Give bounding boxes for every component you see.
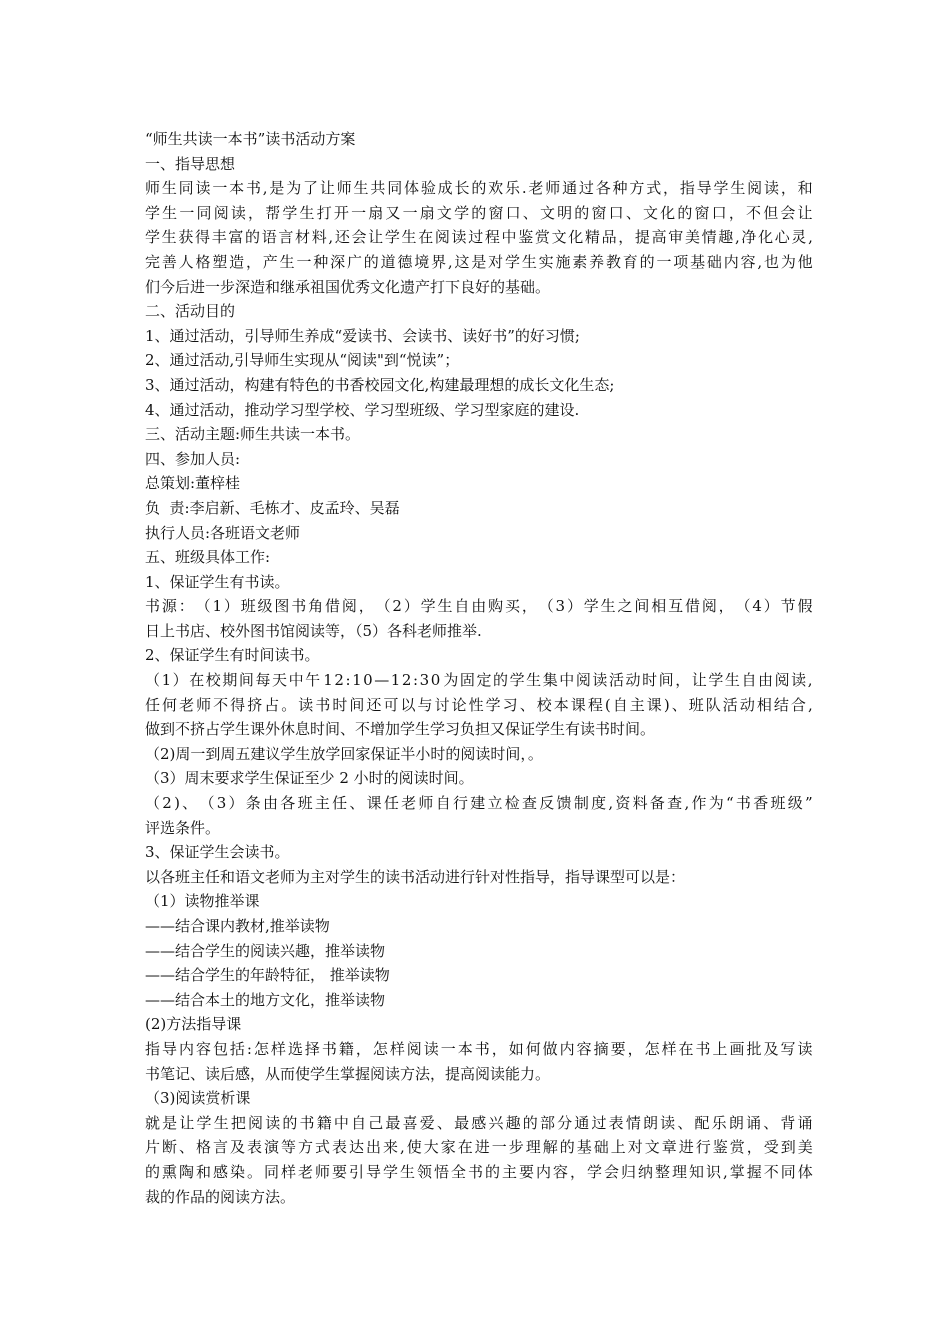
course-type-heading: （1）读物推举课 bbox=[145, 892, 260, 911]
paragraph-line: 片 断 、 格 言 及 表 演 等 方 式 表 达 出 来 , 使 大 家 在 进 一 步 理 解 的 基 础 上 对 文 章 进 行 鉴 赏 ， 受 到 美 bbox=[145, 1138, 813, 1157]
participant-line: 总策划:董梓桂 bbox=[145, 474, 241, 493]
paragraph-line: 以各班主任和语文老师为主对学生的读书活动进行针对性指导，指导课型可以是： bbox=[145, 867, 686, 886]
subsection-heading: 2、保证学生有时间读书。 bbox=[145, 646, 320, 665]
dash-list-item: ——结合课内教材,推举读物 bbox=[145, 917, 330, 935]
paragraph-line: （ 1 ） 在 校 期 间 每 天 中 午 1 2 : 1 0 — 1 2 : 3 0 为 固 定 的 学 生 集 中 阅 读 活 动 时 间 ， 让 学 生 自 由 阅 读 , bbox=[145, 671, 813, 690]
dash-list-item: ——结合学生的年龄特征， 推举读物 bbox=[145, 966, 390, 985]
section-heading-participants: 四、参加人员: bbox=[145, 449, 241, 468]
paragraph-line: 的 熏 陶 和 感 染 。 同 样 老 师 要 引 导 学 生 领 悟 全 书 的 主 要 内 容 ， 学 会 归 纳 整 理 知 识 , 掌 握 不 同 体 bbox=[145, 1162, 813, 1181]
participant-line: 负 责:李启新、毛栋才、皮孟玲、吴磊 bbox=[145, 498, 400, 517]
paragraph-line: 就 是 让 学 生 把 阅 读 的 书 籍 中 自 己 最 喜 爱 、 最 感 兴 趣 的 部 分 通 过 表 情 朗 读 、 配 乐 朗 诵 、 背 诵 bbox=[145, 1113, 813, 1132]
document-page bbox=[145, 127, 813, 1209]
list-item: 1、通过活动，引导师生养成“爱读书、会读书、读好书”的好习惯; bbox=[145, 326, 580, 345]
dash-list-item: ——结合本土的地方文化，推举读物 bbox=[145, 990, 386, 1009]
paragraph-line: 完 善 人 格 塑 造 ， 产 生 一 种 深 广 的 道 德 境 界 , 这 是 对 学 生 实 施 素 养 教 育 的 一 项 基 础 内 容 , 也 为 他 bbox=[145, 252, 813, 271]
section-heading-purpose: 二、活动目的 bbox=[145, 302, 236, 321]
paragraph-line: 学 生 一 同 阅 读 ， 帮 学 生 打 开 一 扇 又 一 扇 文 学 的 窗 口 、 文 明 的 窗 口 、 文 化 的 窗 口 ， 不 但 会 让 bbox=[145, 203, 813, 222]
subsection-heading: 1、保证学生有书读。 bbox=[145, 572, 290, 591]
section-heading-theme: 三、活动主题:师生共读一本书。 bbox=[145, 425, 361, 444]
document-title: “师生共读一本书”读书活动方案 bbox=[145, 130, 356, 148]
paragraph-line: 师 生 同 读 一 本 书 , 是 为 了 让 师 生 共 同 体 验 成 长 的 欢 乐 . 老 师 通 过 各 种 方 式 ， 指 导 学 生 阅 读 ， 和 bbox=[145, 179, 813, 198]
paragraph-line: 评选条件。 bbox=[145, 818, 221, 837]
paragraph-line: （ 2 ) 、 （ 3 ） 条 由 各 班 主 任 、 课 任 老 师 自 行 建 立 检 查 反 馈 制 度 , 资 料 备 查 , 作 为 “ 书 香 班 级 ” bbox=[145, 794, 813, 813]
list-item: 4、通过活动，推动学习型学校、学习型班级、学习型家庭的建设. bbox=[145, 400, 580, 419]
paragraph-line: 日上书店、校外图书馆阅读等，（5）各科老师推举. bbox=[145, 621, 482, 640]
paragraph-line: 任 何 老 师 不 得 挤 占 。 读 书 时 间 还 可 以 与 讨 论 性 学 习 、 校 本 课 程 ( 自 主 课 ) 、 班 队 活 动 相 结 合 , bbox=[145, 695, 813, 714]
paragraph-line: 们今后进一步深造和继承祖国优秀文化遗产打下良好的基础。 bbox=[145, 277, 551, 296]
paragraph-line: 做到不挤占学生课外休息时间、不增加学生学习负担又保证学生有读书时间。 bbox=[145, 720, 656, 739]
paragraph-line: 书 源 ： （ 1 ） 班 级 图 书 角 借 阅 ， （ 2 ） 学 生 自 由 购 买 ， （ 3 ） 学 生 之 间 相 互 借 阅 ， （ 4 ） 节 假 bbox=[145, 597, 813, 616]
course-type-heading: （3)阅读赏析课 bbox=[145, 1089, 251, 1108]
paragraph-line: 裁的作品的阅读方法。 bbox=[145, 1187, 296, 1206]
course-type-heading: (2)方法指导课 bbox=[145, 1015, 242, 1034]
participant-line: 执行人员:各班语文老师 bbox=[145, 523, 301, 542]
paragraph-line: （2)周一到周五建议学生放学回家保证半小时的阅读时间，。 bbox=[145, 744, 543, 763]
section-heading-class-work: 五、班级具体工作: bbox=[145, 548, 271, 567]
dash-list-item: ——结合学生的阅读兴趣，推举读物 bbox=[145, 941, 386, 960]
paragraph-line: 学 生 获 得 丰 富 的 语 言 材 料 , 还 会 让 学 生 在 阅 读 过 程 中 鉴 赏 文 化 精 品 ， 提 高 审 美 情 趣 , 净 化 心 灵 , bbox=[145, 228, 813, 247]
section-heading-guiding-thought: 一、指导思想 bbox=[145, 154, 236, 173]
paragraph-line: 指 导 内 容 包 括 : 怎 样 选 择 书 籍 ， 怎 样 阅 读 一 本 书 ， 如 何 做 内 容 摘 要 ， 怎 样 在 书 上 画 批 及 写 读 bbox=[145, 1039, 813, 1058]
list-item: 3、通过活动，构建有特色的书香校园文化,构建最理想的成长文化生态; bbox=[145, 375, 615, 394]
paragraph-line: （3）周末要求学生保证至少 2 小时的阅读时间。 bbox=[145, 769, 474, 788]
subsection-heading: 3、保证学生会读书。 bbox=[145, 843, 290, 862]
list-item: 2、通过活动,引导师生实现从“阅读"到“悦读”； bbox=[145, 351, 460, 370]
paragraph-line: 书笔记、读后感，从而使学生掌握阅读方法，提高阅读能力。 bbox=[145, 1064, 551, 1083]
